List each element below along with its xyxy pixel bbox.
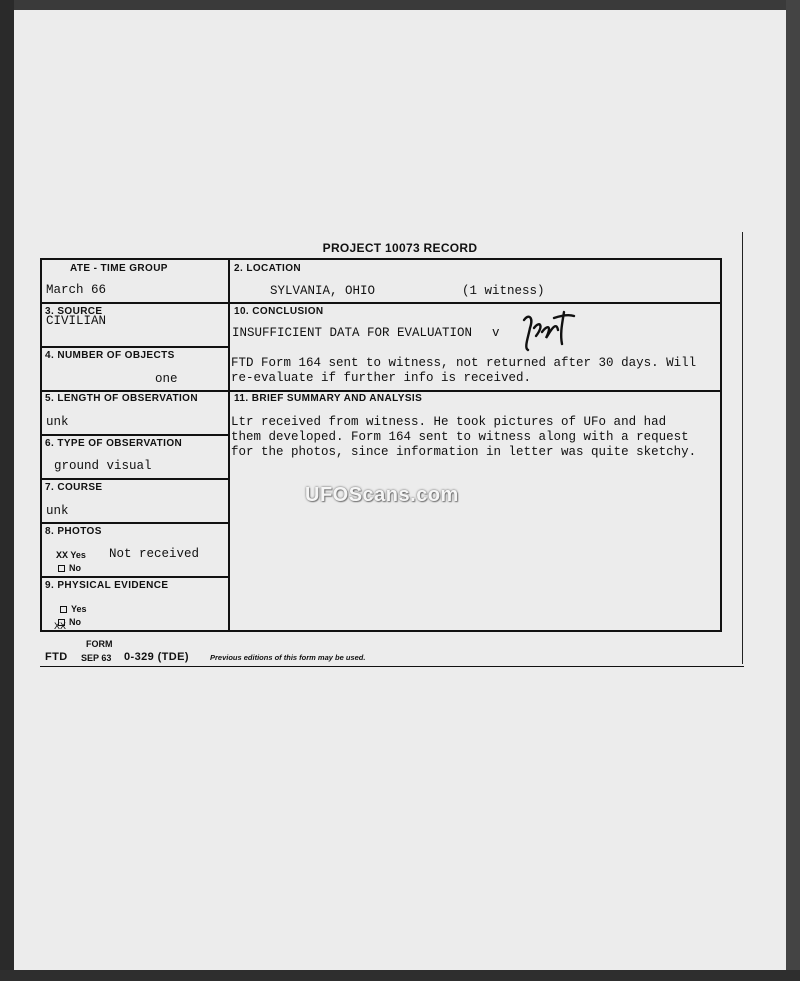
date-time-value: March 66 xyxy=(46,283,107,297)
row-divider xyxy=(42,434,230,436)
conclusion-value: INSUFFICIENT DATA FOR EVALUATION xyxy=(232,326,473,340)
physical-no-label: No xyxy=(69,617,81,627)
conclusion-label: 10. CONCLUSION xyxy=(234,306,324,317)
length-obs-label: 5. LENGTH OF OBSERVATION xyxy=(45,393,198,404)
right-margin-rule xyxy=(742,232,743,664)
type-obs-label: 6. TYPE OF OBSERVATION xyxy=(45,438,183,449)
photos-no-label: No xyxy=(69,563,81,573)
scan-border-right xyxy=(786,0,800,981)
num-objects-value: one xyxy=(155,372,178,386)
source-value: CIVILIAN xyxy=(46,314,107,328)
type-obs-value: ground visual xyxy=(54,459,152,473)
source-label: 3. SOURCE xyxy=(45,306,103,317)
watermark: UFOScans.com xyxy=(305,484,459,506)
length-obs-value: unk xyxy=(46,415,69,429)
date-time-label: ATE - TIME GROUP xyxy=(70,263,168,274)
footer-form-date: SEP 63 xyxy=(81,653,112,663)
physical-yes-label: Yes xyxy=(71,604,87,614)
photos-yes-label: Yes xyxy=(70,550,86,560)
column-divider xyxy=(228,260,230,630)
course-label: 7. COURSE xyxy=(45,482,103,493)
physical-label: 9. PHYSICAL EVIDENCE xyxy=(45,580,169,591)
summary-line1: Ltr received from witness. He took pictures of UFo and had xyxy=(231,415,667,429)
physical-yes-checkbox xyxy=(60,606,67,613)
summary-line2: them developed. Form 164 sent to witness along with a request xyxy=(231,430,689,444)
scan-border-left xyxy=(0,0,14,981)
footer-note: Previous editions of this form may be used. xyxy=(210,653,366,662)
row-divider xyxy=(42,576,230,578)
row-divider xyxy=(42,522,230,524)
document-title: PROJECT 10073 RECORD xyxy=(322,241,478,255)
num-objects-label: 4. NUMBER OF OBJECTS xyxy=(45,350,175,361)
photos-no-checkbox xyxy=(58,565,65,572)
conclusion-details-line1: FTD Form 164 sent to witness, not returned after 30 days. Will xyxy=(231,356,697,370)
summary-label: 11. BRIEF SUMMARY AND ANALYSIS xyxy=(234,393,423,404)
row-divider xyxy=(228,302,722,304)
physical-yes-option xyxy=(60,604,87,614)
row-divider xyxy=(42,478,230,480)
row-divider xyxy=(228,390,722,392)
location-label: 2. LOCATION xyxy=(234,263,301,274)
summary-line3: for the photos, since information in letter was quite sketchy. xyxy=(231,445,697,459)
footer-form-word: FORM xyxy=(86,639,113,649)
row-divider xyxy=(42,302,230,304)
photos-value: Not received xyxy=(109,547,200,561)
conclusion-details-line2: re-evaluate if further info is received. xyxy=(231,371,532,385)
location-value: SYLVANIA, OHIO xyxy=(270,284,376,298)
physical-no-mark: XX xyxy=(54,622,67,633)
row-divider xyxy=(42,390,230,392)
initials-signature xyxy=(520,310,580,354)
photos-no-option xyxy=(58,563,81,573)
footer-form-number: 0-329 (TDE) xyxy=(124,651,189,663)
conclusion-check: v xyxy=(492,326,500,340)
witness-count: (1 witness) xyxy=(462,284,545,298)
photos-label: 8. PHOTOS xyxy=(45,526,102,537)
scan-border-bottom xyxy=(0,970,800,981)
row-divider xyxy=(42,346,230,348)
footer-rule xyxy=(40,666,744,667)
photos-yes-option xyxy=(56,550,86,562)
footer-form-id: FTD xyxy=(45,651,68,663)
photos-yes-mark: XX xyxy=(56,551,69,562)
course-value: unk xyxy=(46,504,69,518)
